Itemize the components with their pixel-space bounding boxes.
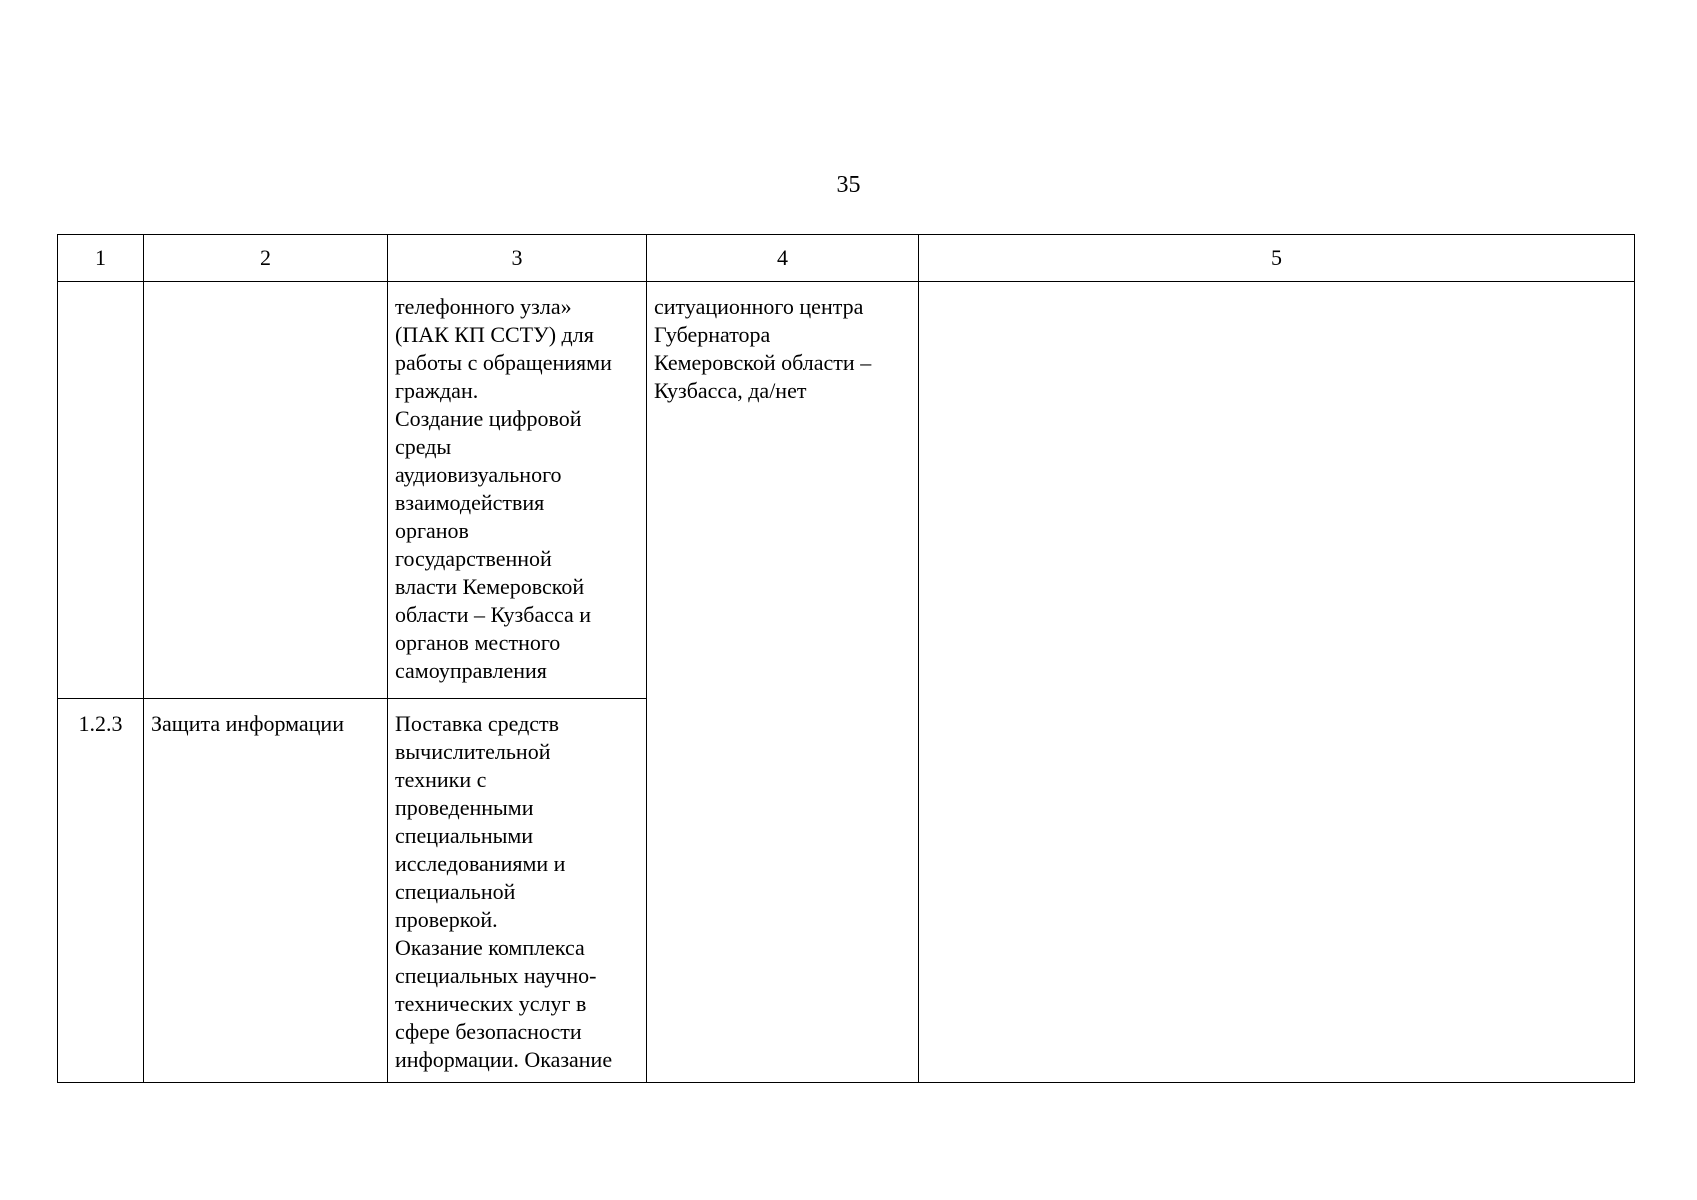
column-header-5: 5: [919, 235, 1635, 282]
document-table: [57, 234, 1635, 1083]
row-number-cell: [58, 699, 144, 1083]
description-cell: [388, 282, 647, 699]
row-title-cell: [144, 282, 388, 699]
row-title-cell: [144, 699, 388, 1083]
description-text: Поставка средств вычислительной техники с проведенными специальными исследованиями и специальной проверкой. Оказание комплекса специальных научно- технических услуг в сфере безопасности информации. Оказание: [395, 711, 613, 1072]
indicator-cell: [647, 282, 919, 1083]
table-row: [58, 282, 1635, 699]
row-number: 1.2.3: [78, 711, 123, 736]
column-header-3: 3: [388, 235, 647, 282]
column-header-2: 2: [144, 235, 388, 282]
indicator-text: ситуационного центра Губернатора Кемеровской области – Кузбасса, да/нет: [654, 294, 872, 403]
row-number-cell: [58, 282, 144, 699]
value-cell: [919, 282, 1635, 1083]
page-number: 35: [836, 172, 861, 198]
column-header-4: 4: [647, 235, 919, 282]
row-title: Защита информации: [151, 711, 344, 736]
description-cell: [388, 699, 647, 1083]
table-header-row: [58, 235, 1635, 282]
column-header-1: 1: [58, 235, 144, 282]
description-text: телефонного узла» (ПАК КП ССТУ) для работы с обращениями граждан. Создание цифровой среды аудиовизуального взаимодействия органов государственной власти Кемеровской области – Кузбасса и органов местного самоуправления: [395, 294, 612, 683]
